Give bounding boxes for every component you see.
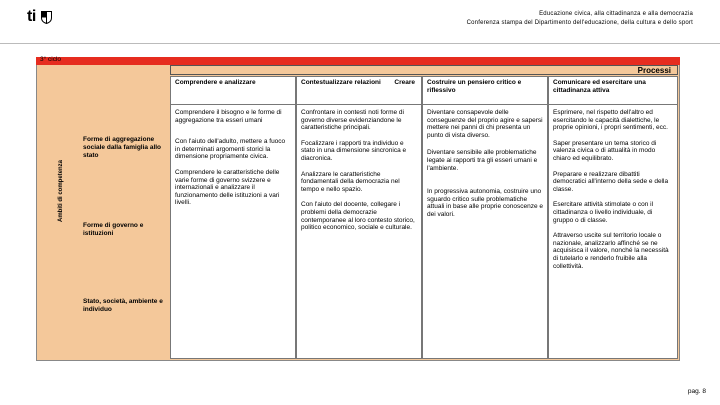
ambito-item: Forme di aggregazione sociale dalla famiglia allo stato bbox=[83, 136, 162, 159]
process-column-contestualizzare bbox=[296, 76, 422, 359]
column-text: Analizzare le caratteristiche fondamentali della democrazia nel tempo e nello spazio. bbox=[301, 170, 400, 193]
ambito-item: Forme di governo e istituzioni bbox=[83, 222, 144, 237]
column-body bbox=[297, 105, 421, 360]
column-text: Esercitare attività stimolate o con il cittadinanza o livello individuale, di gruppo o di classe. bbox=[553, 201, 654, 224]
column-text: Con l'aiuto dell'adulto, mettere a fuoco in determinati argomenti storici la dimensione propriamente civica. bbox=[175, 138, 286, 161]
column-title: Comprendere e analizzare bbox=[171, 77, 295, 105]
process-column-costruire bbox=[422, 76, 548, 359]
process-column-comprendere bbox=[170, 76, 296, 359]
column-body bbox=[423, 105, 547, 360]
column-title bbox=[297, 77, 421, 105]
column-body bbox=[171, 105, 295, 360]
column-title-text: Contestualizzare relazioni bbox=[301, 79, 381, 86]
column-text: Diventare sensibile alle problematiche legate ai rapporti tra gli esseri umani e l'ambiente. bbox=[427, 149, 538, 172]
column-text: Comprendere le caratteristiche delle varie forme di governo svizzere e internazionali e analizzare il funzionamento delle istituzioni a vari livelli. bbox=[175, 168, 280, 207]
cycle-label: 3° ciclo bbox=[40, 56, 62, 63]
column-title-extra: Creare bbox=[394, 79, 415, 86]
logo-text: ti bbox=[27, 8, 36, 25]
ambiti-label: Ambiti di competenza bbox=[58, 159, 64, 222]
page-number: pag. 8 bbox=[687, 388, 706, 395]
competence-table bbox=[78, 76, 678, 359]
column-text: Focalizzare i rapporti tra individuo e stato in una dimensione sincronica e diacronica. bbox=[301, 139, 407, 162]
header-title-line2: Conferenza stampa del Dipartimento dell'educazione, della cultura e dello sport bbox=[466, 20, 693, 26]
ticino-logo bbox=[27, 8, 52, 26]
column-title: Comunicare ed esercitare una cittadinanza attiva bbox=[549, 77, 677, 105]
column-text: Esprimere, nel rispetto dell'altro ed esercitando le capacità dialettiche, le proprie opinioni, i propri sentimenti, ecc. bbox=[553, 109, 668, 132]
column-text: Attraverso uscite sul territorio locale o nazionale, analizzarlo affinché se ne acquisisca il valore, nonché la necessità di tutelarlo e renderlo fruibile alla collettività. bbox=[553, 232, 669, 270]
column-text: Con l'aiuto del docente, collegare i problemi della democrazie contemporanee al loro contesto storico, politico economico, sociale e culturale. bbox=[301, 201, 415, 232]
cycle-banner bbox=[36, 57, 680, 65]
ambito-item: Stato, società, ambiente e individuo bbox=[83, 298, 163, 313]
column-text: Diventare consapevole delle conseguenze del proprio agire e sapersi mettere nei panni di chi presenta un punto di vista diverso. bbox=[427, 109, 543, 139]
shield-icon bbox=[41, 11, 52, 24]
process-column-comunicare bbox=[548, 76, 678, 359]
column-text: In progressiva autonomia, costruire uno sguardo critico sulle problematiche attuali in base alle proprie conoscenze e dei valori. bbox=[427, 188, 543, 218]
column-text: Comprendere il bisogno e le forme di aggregazione tra esseri umani bbox=[175, 109, 282, 124]
header-title bbox=[467, 10, 693, 28]
header-divider bbox=[0, 43, 720, 44]
column-text: Saper presentare un tema storico di valenza civica o di attualità in modo chiaro ed equilibrato. bbox=[553, 139, 657, 162]
header-title-line1: Educazione civica, alla cittadinanza e alla democrazia bbox=[539, 11, 693, 17]
column-text: Preparare e realizzare dibattiti democratici all'interno della sede e della classe. bbox=[553, 170, 669, 193]
processi-header: Processi bbox=[170, 65, 678, 75]
column-body bbox=[549, 105, 677, 360]
column-title: Costruire un pensiero critico e riflessivo bbox=[423, 77, 547, 105]
ambiti-column bbox=[78, 76, 170, 359]
column-text: Confrontare in contesti noti forme di governo diverse evidenziandone le caratteristiche principali. bbox=[301, 109, 404, 132]
